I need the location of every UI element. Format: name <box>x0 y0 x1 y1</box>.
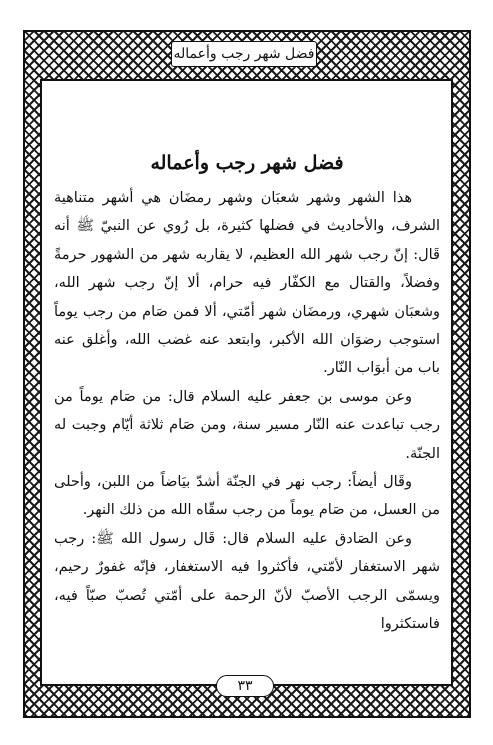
paragraph-2: وعن موسى بن جعفر عليه السلام قال: من صَام يوماً من رجب تباعدت عنه النّار مسير سنة، ومن صَام ثلاثة أيّام وجبت له الجنّة. <box>54 388 440 462</box>
page-content <box>54 148 440 639</box>
paragraph-3: وقَال أيضاً: رجب نهر في الجنّة أشدّ بيَاضاً من اللبن، وأحلى من العسل، من صَام يوماً من رجب سقّاه الله من ذلك النهر. <box>54 474 440 519</box>
running-header: فضل شهر رجب وأعماله <box>171 41 317 67</box>
page-title: فضل شهر رجب وأعماله <box>150 152 344 174</box>
paragraph-1: هذا الشهر وشهر شعبَان وشهر رمضَان هي أشهر متناهية الشرف، والأحاديث في فضلها كثيرة، بل رُوي عن النبيّ ﷺ أنه قَال: إنّ رجب شهر الله العظيم، لا يقاربه شهر من الشهور حرمةً وفضلاً، والقتال مع الكفّار فيه حرام، ألا إنّ رجب شهر الله، وشعبَان شهري، ورمضَان شهر أمّتي، ألا فمن صَام من رجب يوماً استوجب رضوَان الله الأكبر، وابتعد عنه غضب الله، وأغلق عنه باب من أبوَاب النّار. <box>54 190 440 377</box>
paragraph-4: وعن الصَادق عليه السلام قال: قَال رسول الله ﷺ: رجب شهر الاستغفار لأمّتي، فأكثروا فيه الاستغفار، فإنّه غفورٌ رحيم، ويسمّى الرجب الأصبّ لأنّ الرحمة على أمّتي تُصبّ صبّاً فيه، فاستكثروا <box>54 530 440 633</box>
page-number: ٣٣ <box>216 675 274 697</box>
